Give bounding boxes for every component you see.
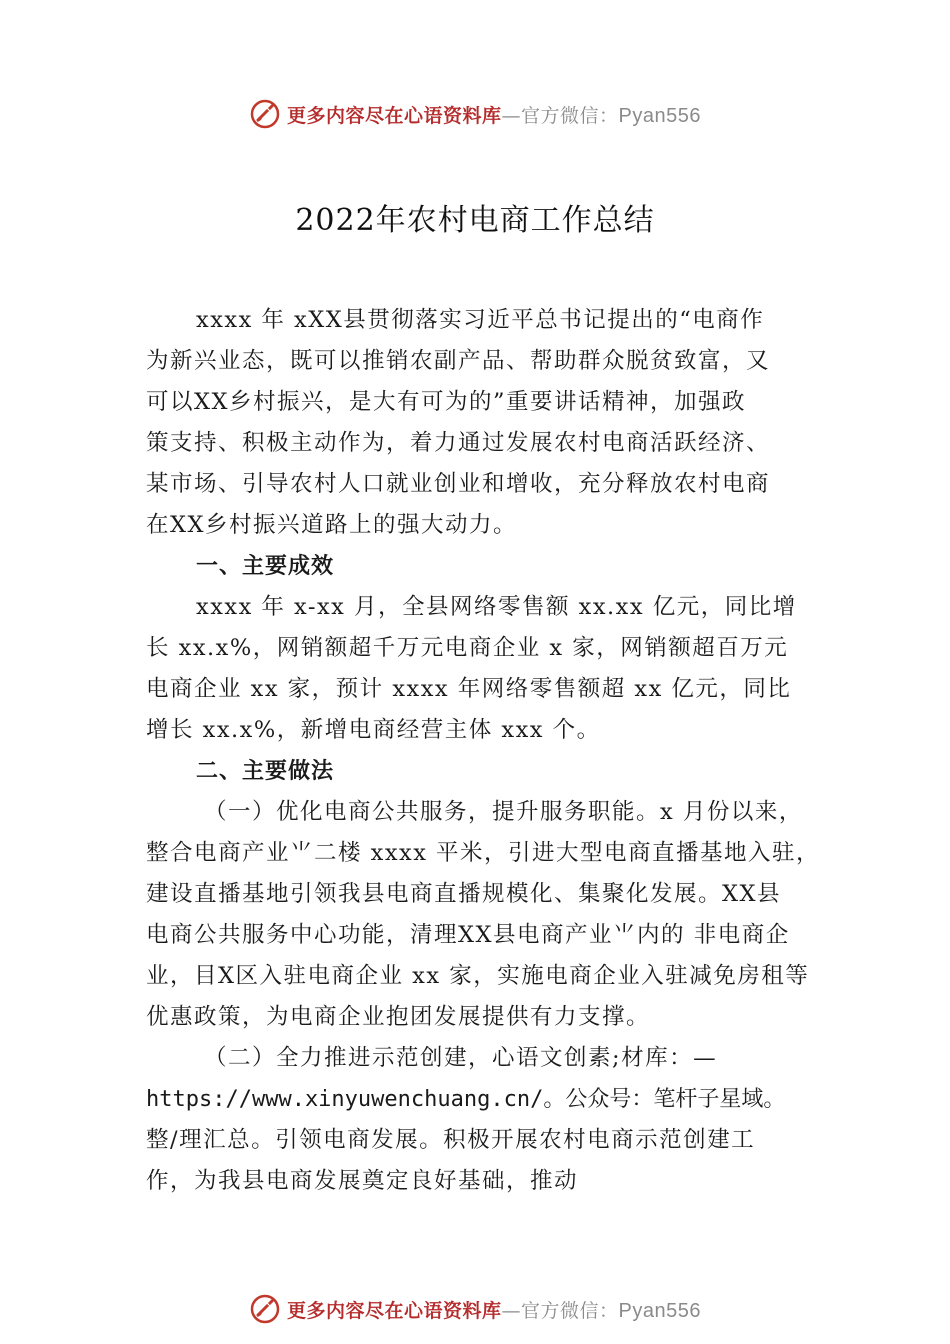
paragraph-line: （二）全力推进示范创建，心语文创素;材库：— bbox=[204, 1045, 718, 1071]
paragraph-line: 电商企业 xx 家，预计 xxxx 年网络零售额超 xx 亿元，同比 bbox=[146, 676, 792, 702]
paragraph-line: 在XX乡村振兴道路上的强大动力。 bbox=[146, 512, 518, 538]
paragraph-line: 优惠政策，为电商企业抱团发展提供有力支撑。 bbox=[146, 1004, 651, 1030]
paragraph-line: 增长 xx.x%，新增电商经营主体 xxx 个。 bbox=[146, 717, 601, 743]
header-banner bbox=[0, 94, 950, 134]
paragraph-line: （一）优化电商公共服务，提升服务职能。x 月份以来， bbox=[204, 799, 803, 825]
document-body bbox=[146, 300, 836, 1202]
paragraph-line: xxxx 年 x-xx 月，全县网络零售额 xx.xx 亿元，同比增 bbox=[196, 594, 797, 620]
website-url-line: https://www.xinyuwenchuang.cn/。公众号：笔杆子星域。 bbox=[146, 1087, 786, 1112]
document-title: 2022年农村电商工作总结 bbox=[295, 203, 655, 238]
paragraph-line: 策支持、积极主动作为，着力通过发展农村电商活跃经济、 bbox=[146, 430, 771, 456]
brush-logo-icon bbox=[249, 1293, 281, 1325]
paragraph-line: 建设直播基地引领我县电商直播规模化、集聚化发展。XX县 bbox=[146, 881, 782, 907]
header-banner-text: 更多内容尽在心语资料库—官方微信：Pyan556 bbox=[287, 104, 701, 127]
paragraph-line: 整合电商产业⺌二楼 xxxx 平米，引进大型电商直播基地入驻， bbox=[146, 840, 821, 866]
paragraph-line: 作，为我县电商发展奠定良好基础，推动 bbox=[146, 1168, 579, 1194]
footer-banner bbox=[0, 1289, 950, 1329]
paragraph-line: 长 xx.x%，网销额超千万元电商企业 x 家，网销额超百万元 bbox=[146, 635, 789, 661]
brush-logo-icon bbox=[249, 98, 281, 130]
paragraph-line: 业，目X区入驻电商企业 xx 家，实施电商企业入驻减免房租等 bbox=[146, 963, 810, 989]
paragraph-line: 整/理汇总。引领电商发展。积极开展农村电商示范创建工 bbox=[146, 1127, 756, 1153]
paragraph-line: 为新兴业态，既可以推销农副产品、帮助群众脱贫致富，又 bbox=[146, 348, 771, 374]
section-heading: 二、主要做法 bbox=[196, 759, 335, 784]
paragraph-line: xxxx 年 xXX县贯彻落实习近平总书记提出的“电商作 bbox=[196, 307, 765, 333]
paragraph-line: 某市场、引导农村人口就业创业和增收，充分释放农村电商 bbox=[146, 471, 771, 497]
paragraph-line: 电商公共服务中心功能，清理XX县电商产业⺌内的 非电商企 bbox=[146, 922, 790, 948]
section-heading: 一、主要成效 bbox=[196, 554, 335, 579]
footer-banner-text: 更多内容尽在心语资料库—官方微信：Pyan556 bbox=[287, 1299, 701, 1322]
paragraph-line: 可以XX乡村振兴，是大有可为的”重要讲话精神，加强政 bbox=[146, 389, 747, 415]
